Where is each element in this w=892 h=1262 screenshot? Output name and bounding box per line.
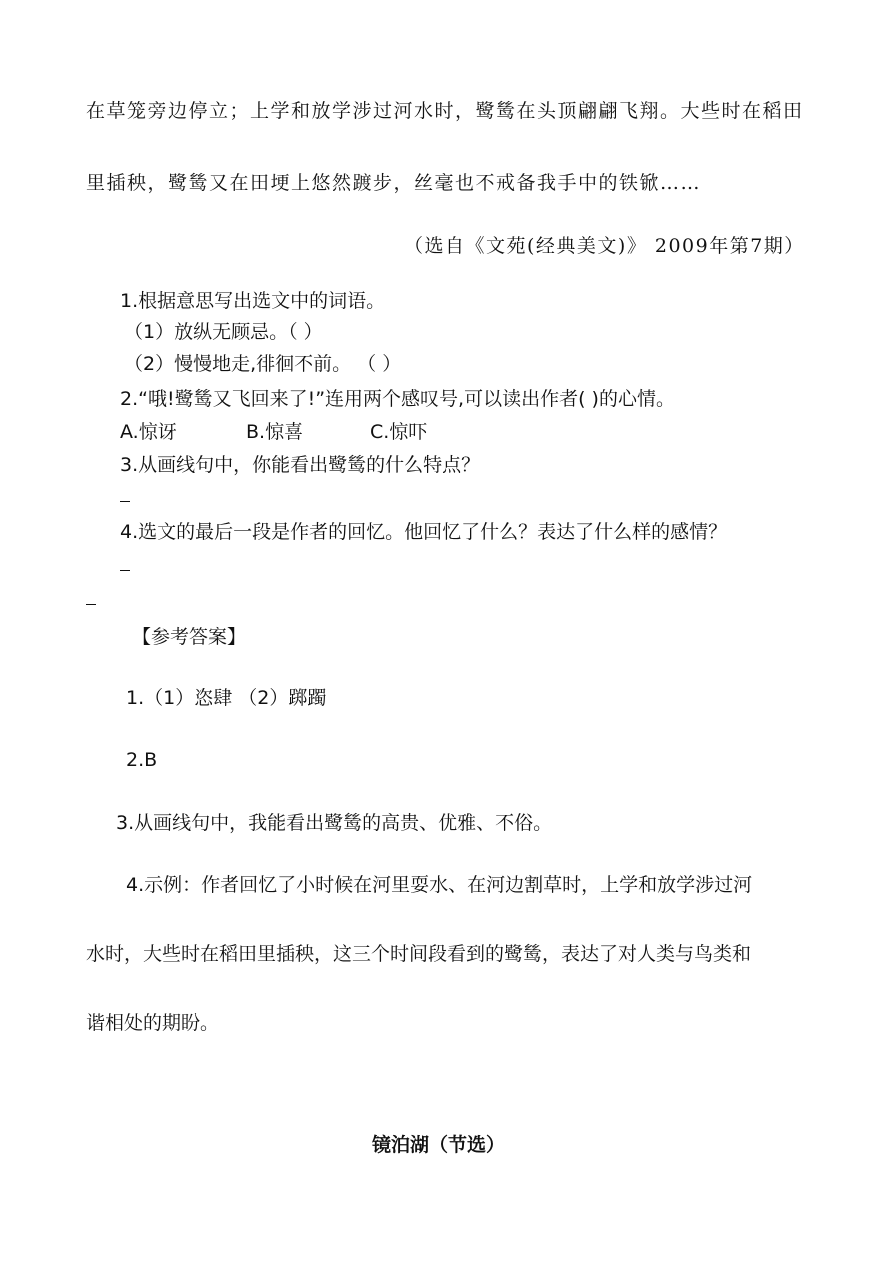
question-2-option-a: A.惊讶 <box>120 421 177 443</box>
passage-source: （选自《文苑(经典美文)》 2009年第7期） <box>404 235 805 257</box>
answer-2: 2.B <box>126 749 158 771</box>
answer-4-line: 水时，大些时在稻田里插秧，这三个时间段看到的鹭鸶，表达了对人类与鸟类和 <box>86 943 752 965</box>
question-3: 3.从画线句中，你能看出鹭鸶的什么特点？ <box>120 454 481 476</box>
answer-4-line: 谐相处的期盼。 <box>86 1012 220 1034</box>
question-4: 4.选文的最后一段是作者的回忆。他回忆了什么？表达了什么样的感情？ <box>120 521 728 543</box>
answer-blank-line <box>120 501 130 502</box>
question-1-1: （1）放纵无顾忌。（ ） <box>124 321 323 343</box>
question-2: 2.“哦!鹭鸶又飞回来了!”连用两个感叹号,可以读出作者( )的心情。 <box>120 388 675 410</box>
passage-line: 里插秧，鹭鸶又在田埂上悠然踱步，丝毫也不戒备我手中的铁锨…… <box>86 172 702 194</box>
passage-line: 在草笼旁边停立；上学和放学涉过河水时，鹭鸶在头顶翩翩飞翔。大些时在稻田 <box>86 100 804 122</box>
answer-blank-line <box>86 604 96 605</box>
question-1: 1.根据意思写出选文中的词语。 <box>120 290 386 312</box>
answer-1: 1.（1）恣肆 （2）踯躅 <box>126 687 327 709</box>
question-1-2: （2）慢慢地走,徘徊不前。 （ ） <box>124 353 402 375</box>
question-2-option-b: B.惊喜 <box>246 421 304 443</box>
question-2-option-c: C.惊吓 <box>370 421 428 443</box>
section-title: 镜泊湖（节选） <box>372 1134 506 1156</box>
answer-3: 3.从画线句中，我能看出鹭鸶的高贵、优雅、不俗。 <box>116 812 553 834</box>
answers-heading: 【参考答案】 <box>132 626 247 648</box>
answer-blank-line <box>120 570 130 571</box>
answer-4-line: 4.示例：作者回忆了小时候在河里耍水、在河边割草时，上学和放学涉过河 <box>126 874 753 896</box>
